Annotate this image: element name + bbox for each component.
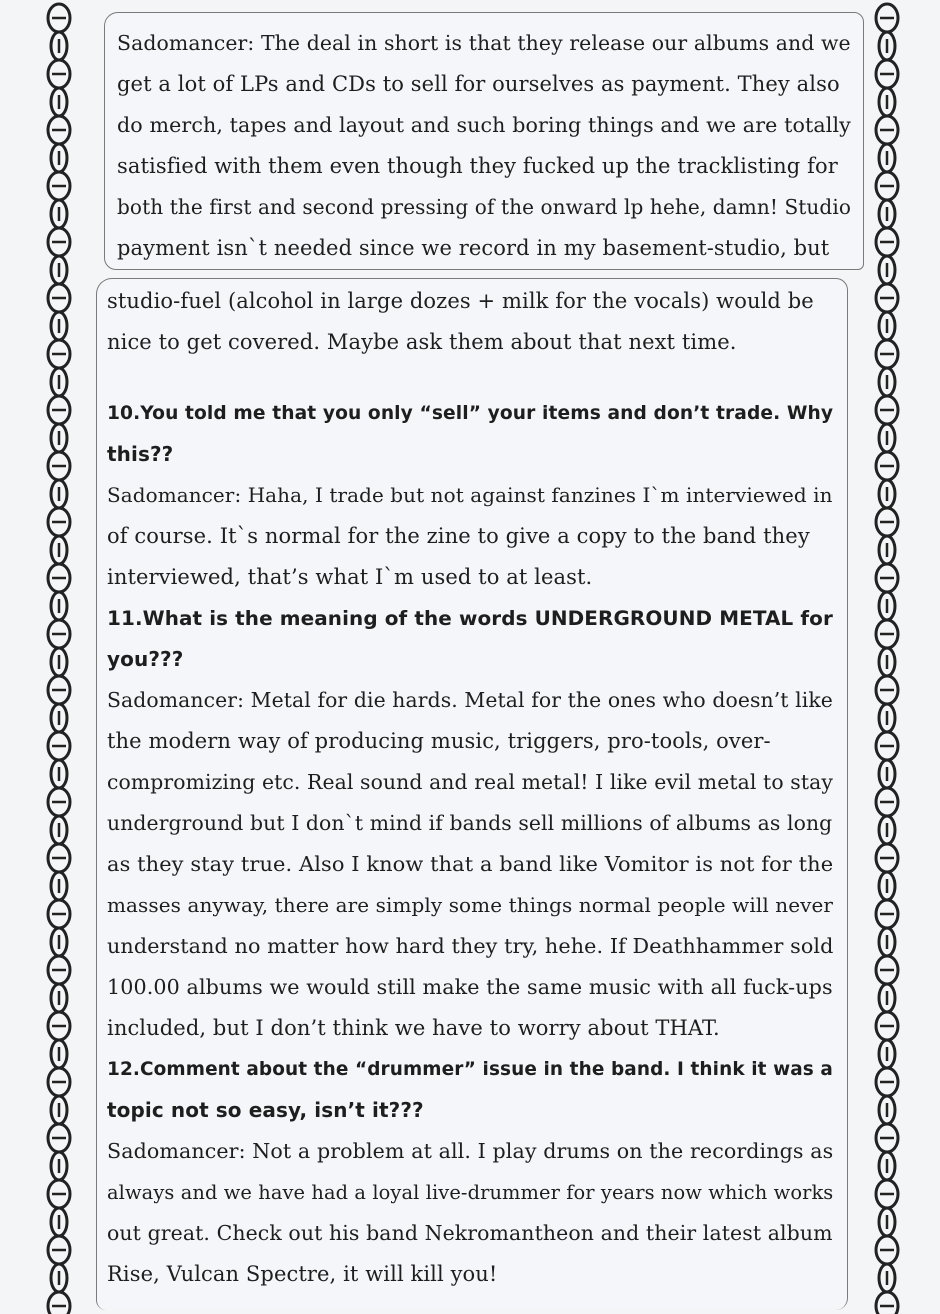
question-line: 12.Comment about the “drummer” issue in the band. I think it was a	[107, 1059, 833, 1080]
question-line: you???	[107, 647, 184, 671]
text-panel-top	[104, 12, 864, 270]
answer-line: masses anyway, there are simply some things normal people will never	[107, 893, 834, 917]
answer-line: interviewed, that’s what I`m used to at least.	[107, 565, 593, 589]
answer-line: understand no matter how hard they try, hehe. If Deathhammer sold	[107, 934, 834, 958]
answer-line: payment isn`t needed since we record in my basement-studio, but	[117, 236, 830, 260]
chain-link-icon	[48, 1292, 70, 1314]
answer-line: 100.00 albums we would still make the same music with all fuck-ups	[107, 975, 833, 999]
answer-line: the modern way of producing music, triggers, pro-tools, over-	[107, 729, 771, 753]
question-line: 11.What is the meaning of the words UNDERGROUND METAL for	[107, 606, 833, 630]
answer-line: Sadomancer: Haha, I trade but not against fanzines I`m interviewed in	[107, 483, 833, 507]
answer-line: Rise, Vulcan Spectre, it will kill you!	[107, 1262, 498, 1286]
answer-line: Sadomancer: Metal for die hards. Metal for the ones who doesn’t like	[107, 688, 833, 712]
answer-line: out great. Check out his band Nekromantheon and their latest album	[107, 1221, 833, 1245]
chain-link-icon	[876, 1292, 898, 1314]
answer-line: always and we have had a loyal live-drummer for years now which works	[107, 1181, 834, 1204]
answer-line: do merch, tapes and layout and such boring things and we are totally	[117, 113, 851, 137]
answer-line: as they stay true. Also I know that a band like Vomitor is not for the	[107, 852, 834, 876]
answer-line: satisfied with them even though they fucked up the tracklisting for	[117, 154, 838, 178]
question-line: topic not so easy, isn’t it???	[107, 1098, 424, 1122]
answer-line: Sadomancer: The deal in short is that they release our albums and we	[117, 31, 851, 55]
answer-line: included, but I don’t think we have to worry about THAT.	[107, 1016, 720, 1040]
answer-line: nice to get covered. Maybe ask them about that next time.	[107, 330, 737, 354]
answer-line: Sadomancer: Not a problem at all. I play drums on the recordings as	[107, 1139, 834, 1163]
answer-line: studio-fuel (alcohol in large dozes + milk for the vocals) would be	[107, 289, 814, 313]
chain-border-left-icon	[36, 0, 82, 1314]
question-line: 10.You told me that you only “sell” your items and don’t trade. Why	[107, 403, 834, 424]
answer-line: underground but I don`t mind if bands sell millions of albums as long	[107, 811, 833, 835]
paragraph-gap	[107, 363, 833, 393]
answer-line: both the first and second pressing of the onward lp hehe, damn! Studio	[117, 195, 852, 219]
chain-border-right-icon	[864, 0, 910, 1314]
answer-line: of course. It`s normal for the zine to give a copy to the band they	[107, 524, 810, 548]
answer-line: get a lot of LPs and CDs to sell for ourselves as payment. They also	[117, 72, 840, 96]
question-line: this??	[107, 442, 174, 466]
text-panel-main	[96, 278, 848, 1310]
answer-line: compromizing etc. Real sound and real metal! I like evil metal to stay	[107, 770, 833, 794]
